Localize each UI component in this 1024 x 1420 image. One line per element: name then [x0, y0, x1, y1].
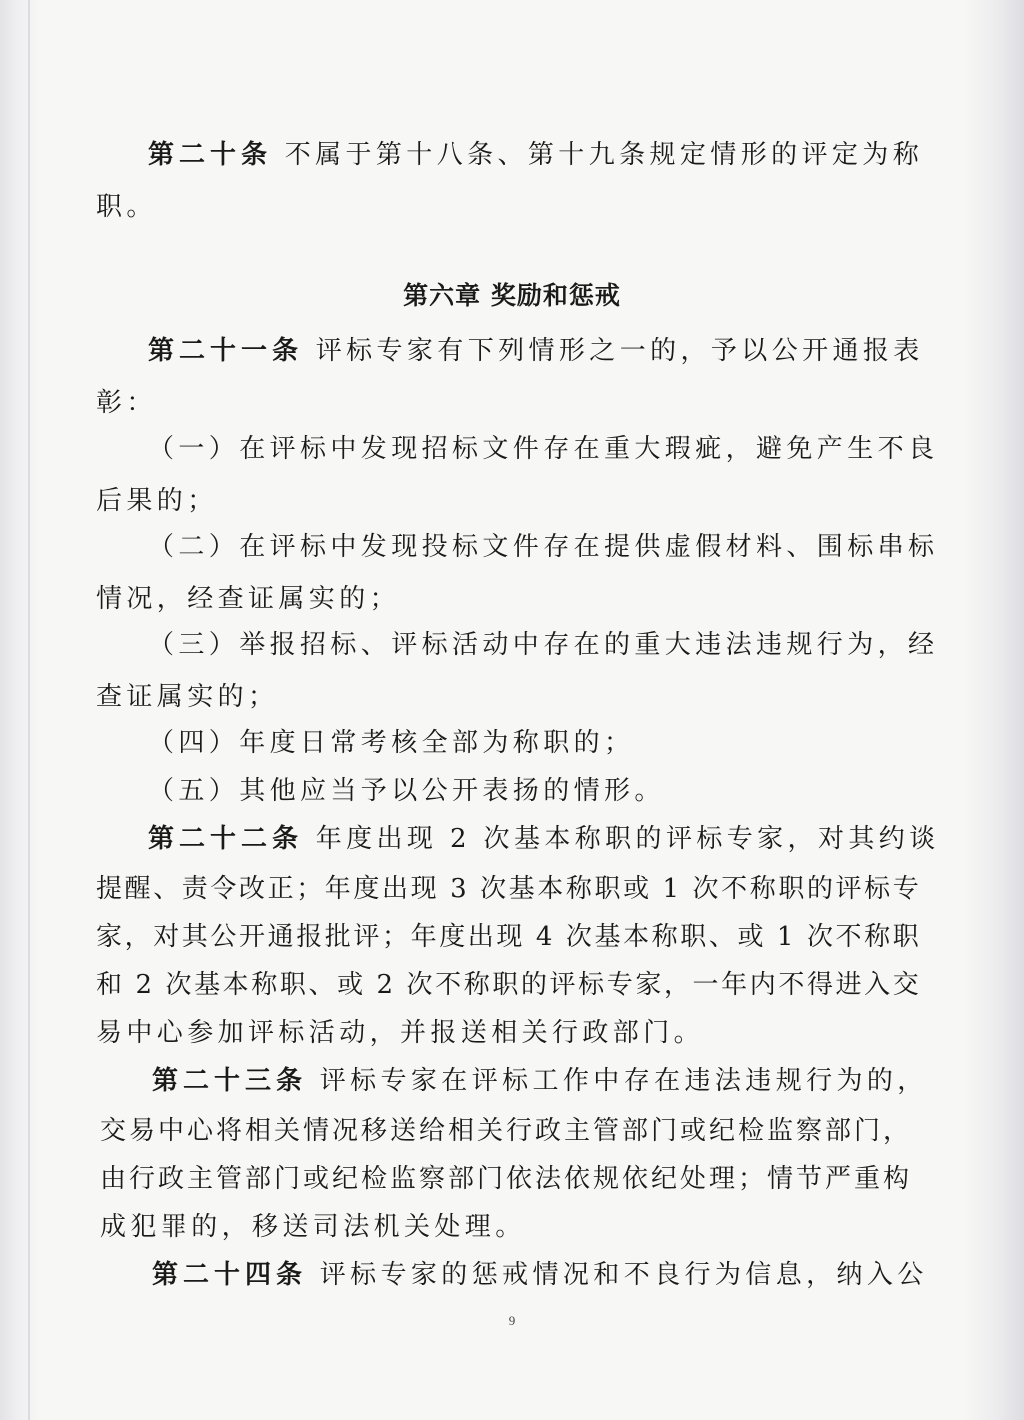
- binding-fold-line: [28, 0, 30, 1420]
- scan-shadow-left: [0, 0, 38, 1420]
- article-24-heading: 第二十四条: [152, 1260, 308, 1290]
- scan-shadow-right: [964, 0, 1024, 1420]
- article-23-heading: 第二十三条: [152, 1066, 308, 1096]
- article-20-heading: 第二十条: [148, 140, 273, 170]
- article-22-text-1: 年度出现 2 次基本称职的评标专家，对其约谈: [315, 824, 940, 854]
- article-22-line-1: [148, 818, 940, 855]
- article-20-line-2: 职。: [96, 192, 157, 222]
- article-22-line-3: 家，对其公开通报批评；年度出现 4 次基本称职、或 1 次不称职: [96, 922, 922, 952]
- article-21-item-4: （四）年度日常考核全部为称职的；: [148, 728, 635, 758]
- page-number: 9: [508, 1313, 516, 1328]
- article-21-item-3-line-2: 查证属实的；: [96, 682, 279, 712]
- article-23-line-3: 由行政主管部门或纪检监察部门依法依规依纪处理；情节严重构: [100, 1164, 913, 1194]
- chapter-6-title: 第六章 奖励和惩戒: [403, 281, 621, 310]
- article-21-item-2-line-2: 情况，经查证属实的；: [96, 584, 401, 614]
- article-21-line-1: [148, 330, 924, 367]
- article-20-text-1: 不属于第十八条、第十九条规定情形的评定为称: [284, 140, 924, 170]
- article-21-line-2: 彰：: [96, 388, 157, 418]
- article-23-text-1: 评标专家在评标工作中存在违法违规行为的，: [319, 1066, 928, 1096]
- article-22-line-2: 提醒、责令改正；年度出现 3 次基本称职或 1 次不称职的评标专: [96, 874, 922, 904]
- article-21-item-2-line-1: （二）在评标中发现投标文件存在提供虚假材料、围标串标: [148, 532, 939, 562]
- article-23-line-2: 交易中心将相关情况移送给相关行政主管部门或纪检监察部门，: [100, 1116, 913, 1146]
- article-21-item-1-line-1: （一）在评标中发现招标文件存在重大瑕疵，避免产生不良: [148, 434, 939, 464]
- article-21-item-3-line-1: （三）举报招标、评标活动中存在的重大违法违规行为，经: [148, 630, 939, 660]
- article-23-line-1: [152, 1060, 928, 1097]
- article-21-item-1-line-2: 后果的；: [96, 486, 218, 516]
- article-22-line-5: 易中心参加评标活动，并报送相关行政部门。: [96, 1018, 705, 1048]
- article-21-text-1: 评标专家有下列情形之一的，予以公开通报表: [315, 336, 924, 366]
- article-22-line-4: 和 2 次基本称职、或 2 次不称职的评标专家，一年内不得进入交: [96, 970, 922, 1000]
- article-24-text-1: 评标专家的惩戒情况和不良行为信息，纳入公: [319, 1260, 928, 1290]
- article-23-line-4: 成犯罪的，移送司法机关处理。: [100, 1212, 526, 1242]
- article-20-line-1: [148, 134, 923, 171]
- article-21-item-5: （五）其他应当予以公开表扬的情形。: [148, 776, 665, 806]
- article-24-line-1: [152, 1254, 928, 1291]
- article-22-heading: 第二十二条: [148, 824, 304, 854]
- article-21-heading: 第二十一条: [148, 336, 304, 366]
